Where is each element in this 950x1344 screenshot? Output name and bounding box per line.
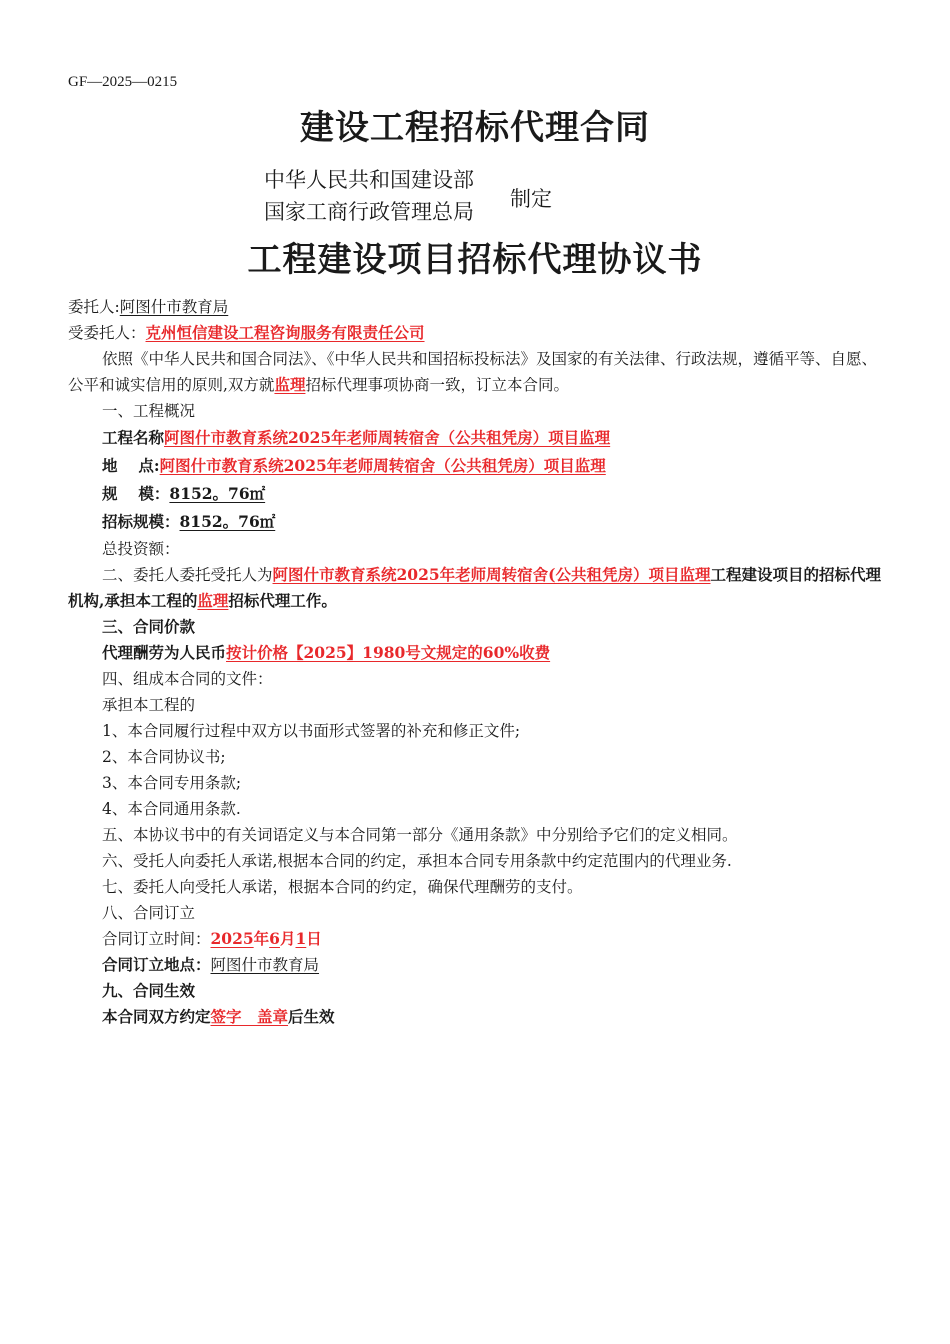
agent-line <box>68 320 883 346</box>
document-list-item: 2、本合同协议书; <box>102 748 226 766</box>
signing-day-unit: 日 <box>306 929 322 948</box>
intro-highlight: 监理 <box>274 375 306 394</box>
effective-text-after: 后生效 <box>288 1007 335 1026</box>
section5-text: 五、本协议书中的有关词语定义与本合同第一部分《通用条款》中分别给予它们的定义相同。 <box>102 826 738 844</box>
tender-scale-line <box>68 508 883 536</box>
section2-highlight: 监理 <box>197 591 229 610</box>
section2-text-before: 二、委托人委托受托人为 <box>102 566 273 584</box>
location-line <box>68 452 883 480</box>
signing-place-line <box>68 952 883 978</box>
effective-line <box>68 1004 883 1030</box>
document-list-item: 1、本合同履行过程中双方以书面形式签署的补充和修正文件; <box>102 722 521 740</box>
section4-lead: 承担本工程的 <box>102 696 196 714</box>
signing-year-unit: 年 <box>253 929 270 948</box>
tender-scale-value: 8152。76㎡ <box>179 512 276 531</box>
intro-paragraph <box>68 346 883 398</box>
location-value: 阿图什市教育系统2025年老师周转宿舍（公共租凭房）项目监理 <box>159 456 606 475</box>
signing-month: 6 <box>269 929 280 948</box>
section6-text: 六、受托人向委托人承诺,根据本合同的约定，承担本合同专用条款中约定范围内的代理业务. <box>102 852 732 870</box>
signing-place-label: 合同订立地点： <box>102 955 211 974</box>
issuer-block <box>264 164 474 228</box>
agent-label: 受委托人： <box>68 324 146 342</box>
document-list-item: 3、本合同专用条款; <box>102 774 242 792</box>
agreement-body <box>68 294 883 1030</box>
project-name-value: 阿图什市教育系统2025年老师周转宿舍（公共租凭房）项目监理 <box>164 428 611 447</box>
issuer-ministry: 中华人民共和国建设部 <box>264 168 474 192</box>
section2-text-after: 招标代理工作。 <box>228 591 337 610</box>
client-value: 阿图什市教育局 <box>119 298 229 316</box>
section4-heading: 四、组成本合同的文件： <box>102 670 273 688</box>
tender-scale-label: 招标规模： <box>102 512 180 531</box>
investment-line: 总投资额： <box>102 540 180 558</box>
scale-label: 规 模： <box>102 484 170 503</box>
contract-code: GF—2025—0215 <box>68 74 178 90</box>
scale-line <box>68 480 883 508</box>
signing-day: 1 <box>295 929 307 948</box>
project-name-label: 工程名称 <box>102 428 165 447</box>
signing-year: 2025 <box>210 929 254 948</box>
intro-text-after: 招标代理事项协商一致，订立本合同。 <box>305 376 569 394</box>
signing-place-value: 阿图什市教育局 <box>210 956 320 974</box>
section8-heading: 八、合同订立 <box>102 904 196 922</box>
location-label: 地 点: <box>102 456 160 475</box>
issuer-bureau: 国家工商行政管理总局 <box>264 200 474 224</box>
section9-heading: 九、合同生效 <box>102 981 196 1000</box>
fee-line <box>68 640 883 666</box>
project-name-line <box>68 424 883 452</box>
section1-heading: 一、工程概况 <box>102 402 196 420</box>
effective-highlight: 签字 盖章 <box>210 1007 289 1026</box>
client-line <box>68 294 883 320</box>
signing-time-line <box>68 926 883 952</box>
section3-heading: 三、合同价款 <box>102 617 196 636</box>
section7-text: 七、委托人向受托人承诺，根据本合同的约定，确保代理酬劳的支付。 <box>102 878 583 896</box>
section2-paragraph <box>68 562 883 614</box>
section2-project: 阿图什市教育系统2025年老师周转宿舍(公共租凭房）项目监理 <box>272 565 711 584</box>
fee-label: 代理酬劳为人民币 <box>102 643 227 662</box>
effective-text-before: 本合同双方约定 <box>102 1007 211 1026</box>
signing-month-unit: 月 <box>279 929 296 948</box>
signing-time-label: 合同订立时间： <box>102 930 211 948</box>
intro-text-before: 依照《中华人民共和国合同法》、《中华人民共和国招标投标法》及国家的有关法律、行政法规，遵循平等、自愿、公平和诚实信用的原则,双方就 <box>68 350 878 394</box>
issued-label: 制定 <box>510 187 552 211</box>
document-list-item: 4、本合同通用条款. <box>102 800 241 818</box>
agent-value: 克州恒信建设工程咨询服务有限责任公司 <box>145 323 425 342</box>
fee-value: 按计价格【2025】1980号文规定的60%收费 <box>226 643 551 662</box>
section2-text-middle: 工程建设项目的招标代理机构,承担本工程的 <box>68 565 882 610</box>
contract-title: 建设工程招标代理合同 <box>300 108 650 148</box>
client-label: 委托人: <box>68 298 120 316</box>
agreement-title: 工程建设项目招标代理协议书 <box>247 240 703 280</box>
scale-value: 8152。76㎡ <box>169 484 266 503</box>
